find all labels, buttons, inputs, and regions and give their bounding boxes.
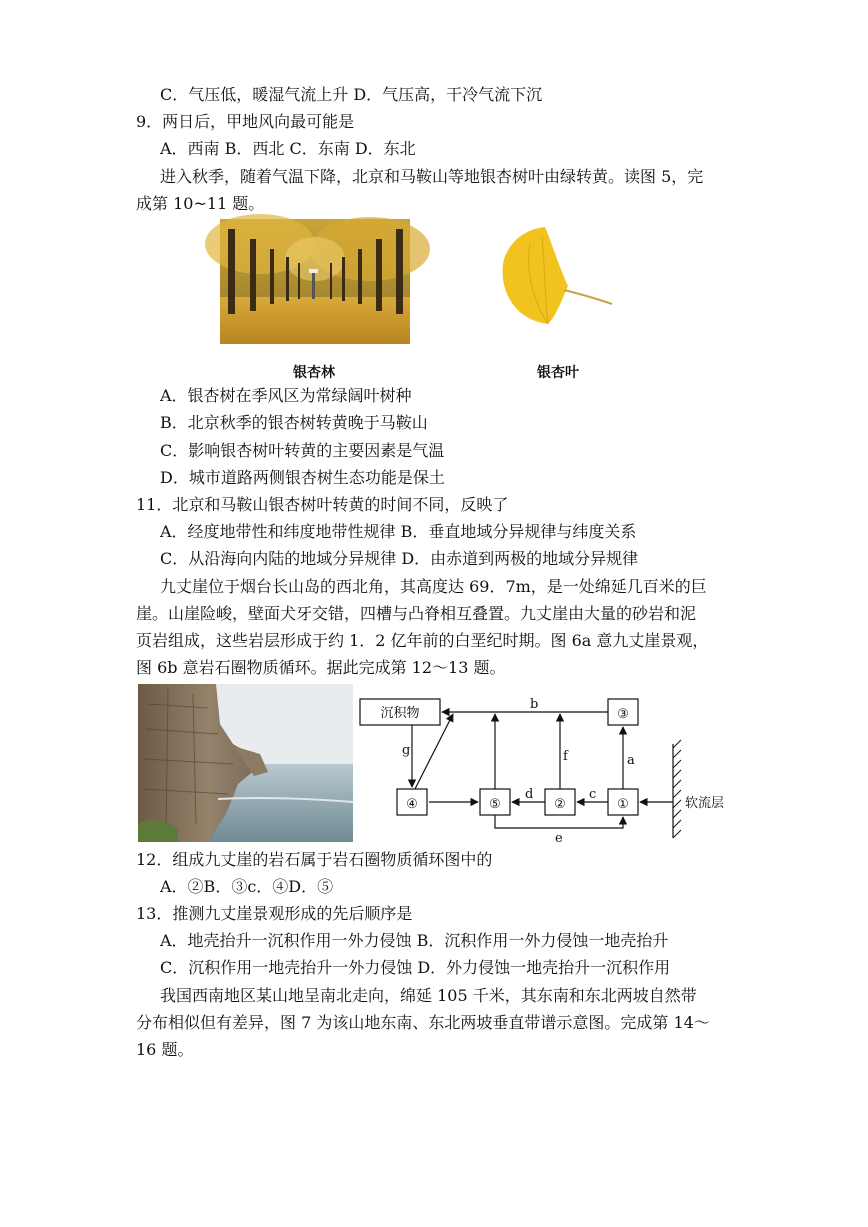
rock-cycle-diagram: [355, 688, 725, 848]
node-4-label: ④: [406, 797, 418, 812]
asthenosphere-label: 软流层: [685, 796, 725, 811]
intro-14-line1: 我国西南地区某山地呈南北走向，绵延 105 千米，其东南和东北两坡自然带: [160, 986, 697, 1005]
arrow-g-label: g: [402, 743, 411, 758]
leaf-caption: 银杏叶: [537, 365, 579, 381]
q8-options-cd: C．气压低，暖湿气流上升 D．气压高，干冷气流下沉: [160, 85, 543, 104]
q10-option-c: C．影响银杏树叶转黄的主要因素是气温: [160, 441, 445, 460]
intro-12-line3: 页岩组成，这些岩层形成于约 1．2 亿年前的白垩纪时期。图 6a 意九丈崖景观，: [136, 631, 709, 650]
ginkgo-forest-photo: [220, 219, 410, 344]
node-1-label: ①: [617, 797, 629, 812]
question-13: 13．推测九丈崖景观形成的先后顺序是: [136, 904, 413, 923]
q11-options-ab: A．经度地带性和纬度地带性规律 B．垂直地域分异规律与纬度关系: [160, 522, 637, 541]
question-12: 12．组成九丈崖的岩石属于岩石圈物质循环图中的: [136, 850, 493, 869]
intro-10-line1: 进入秋季，随着气温下降，北京和马鞍山等地银杏树叶由绿转黄。读图 5，完: [160, 167, 704, 186]
q12-options: A．②B．③c．④D．⑤: [160, 877, 334, 896]
node-2-label: ②: [554, 797, 566, 812]
arrow-d-label: d: [525, 787, 534, 802]
q11-options-cd: C．从沿海向内陆的地域分异规律 D．由赤道到两极的地域分异规律: [160, 549, 639, 568]
intro-12-line1: 九丈崖位于烟台长山岛的西北角，其高度达 69．7m，是一处绵延几百米的巨: [160, 577, 707, 596]
q10-option-d: D．城市道路两侧银杏树生态功能是保土: [160, 468, 445, 487]
q10-option-a: A．银杏树在季风区为常绿阔叶树种: [160, 386, 412, 405]
intro-14-line2: 分布相似但有差异，图 7 为该山地东南、东北两坡垂直带谱示意图。完成第 14～: [136, 1013, 710, 1032]
node-5-label: ⑤: [489, 797, 501, 812]
arrow-c-label: c: [589, 787, 597, 802]
arrow-b-label: b: [530, 697, 539, 712]
q13-options-cd: C．沉积作用一地壳抬升一外力侵蚀 D．外力侵蚀一地壳抬升一沉积作用: [160, 958, 671, 977]
q10-option-b: B．北京秋季的银杏树转黄晚于马鞍山: [160, 413, 428, 432]
forest-caption: 银杏林: [293, 365, 335, 381]
question-11: 11．北京和马鞍山银杏树叶转黄的时间不同，反映了: [136, 495, 509, 514]
intro-12-line2: 崖。山崖险峻，壁面犬牙交错，四槽与凸脊相互叠置。九丈崖由大量的砂岩和泥: [136, 604, 697, 623]
ginkgo-leaf-photo: [490, 224, 615, 332]
arrow-f-label: f: [563, 749, 568, 764]
intro-12-line4: 图 6b 意岩石圈物质循环。据此完成第 12～13 题。: [136, 658, 506, 677]
arrow-a-label: a: [627, 753, 635, 768]
intro-10-line2: 成第 10~11 题。: [136, 194, 265, 213]
sediment-label: 沉积物: [380, 706, 420, 721]
intro-14-line3: 16 题。: [136, 1040, 194, 1059]
q13-options-ab: A．地壳抬升一沉积作用一外力侵蚀 B．沉积作用一外力侵蚀一地壳抬升: [160, 931, 669, 950]
q9-options: A．西南 B．西北 C．东南 D．东北: [160, 139, 416, 158]
question-9: 9．两日后，甲地风向最可能是: [136, 112, 355, 131]
arrow-e-label: e: [555, 831, 563, 846]
cliff-photo: [138, 684, 353, 842]
node-3-label: ③: [617, 707, 629, 722]
